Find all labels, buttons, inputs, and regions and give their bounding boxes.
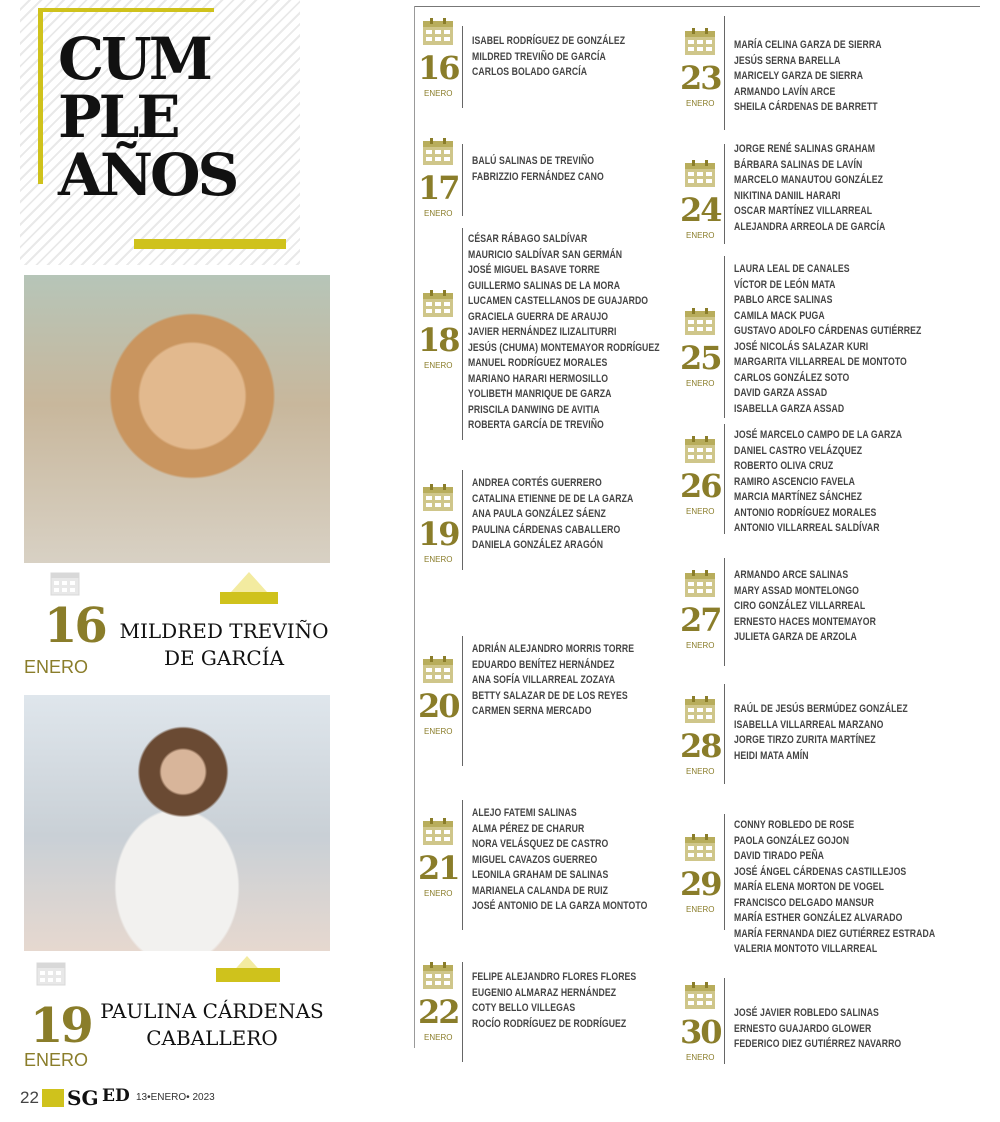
list-item: DANIEL CASTRO VELÁZQUEZ: [734, 444, 863, 457]
list-item: CÉSAR RÁBAGO SALDÍVAR: [468, 233, 588, 245]
name-list: [734, 1006, 901, 1053]
list-item: RAÚL DE JESÚS BERMÚDEZ GONZÁLEZ: [734, 703, 908, 715]
list-item: ALEJO FATEMI SALINAS: [472, 807, 577, 819]
day-number: 28: [680, 727, 721, 765]
list-item: PABLO ARCE SALINAS: [734, 294, 833, 306]
list-item: ANTONIO RODRÍGUEZ MORALES: [734, 506, 877, 519]
day-month: ENERO: [424, 555, 453, 564]
day-month: ENERO: [424, 89, 453, 98]
day-number: 29: [680, 865, 721, 903]
featured-accent-bar: [216, 968, 280, 982]
day-number: 17: [418, 169, 459, 207]
list-item: FEDERICO DIEZ GUTIÉRREZ NAVARRO: [734, 1038, 902, 1050]
title-line-2: PLE: [58, 83, 178, 151]
name-list: [734, 428, 902, 537]
list-item: CARLOS BOLADO GARCÍA: [472, 66, 588, 78]
list-item: MILDRED TREVIÑO DE GARCÍA: [472, 50, 606, 63]
day-month: ENERO: [686, 767, 715, 776]
featured-name-line-2: CABALLERO: [146, 1026, 278, 1050]
calendar-icon: [684, 834, 716, 862]
day-month: ENERO: [424, 889, 453, 898]
featured-name-line-2: DE GARCÍA: [163, 646, 285, 670]
list-item: GUSTAVO ADOLFO CÁRDENAS GUTIÉRREZ: [734, 325, 922, 337]
list-item: JOSÉ ANTONIO DE LA GARZA MONTOTO: [472, 900, 648, 912]
name-list: [734, 702, 908, 764]
calendar-icon: [684, 982, 716, 1010]
list-item: ROBERTO OLIVA CRUZ: [734, 460, 834, 472]
list-item: HEIDI MATA AMÍN: [734, 749, 809, 762]
list-item: MAURICIO SALDÍVAR SAN GERMÁN: [468, 248, 623, 261]
list-item: PAULINA CÁRDENAS CABALLERO: [472, 523, 621, 536]
logo-ed: ED: [102, 1086, 130, 1106]
list-item: PAOLA GONZÁLEZ GOJON: [734, 834, 850, 847]
list-item: FABRIZZIO FERNÁNDEZ CANO: [472, 170, 604, 183]
featured-name: [115, 618, 333, 672]
title-accent-left: [38, 8, 43, 184]
list-item: ISABELLA GARZA ASSAD: [734, 402, 845, 415]
name-list: [734, 568, 876, 646]
calendar-icon: [684, 308, 716, 336]
featured-day: 19: [30, 998, 91, 1054]
name-list: [472, 154, 604, 185]
list-item: CATALINA ETIENNE DE DE LA GARZA: [472, 492, 634, 505]
list-item: MARY ASSAD MONTELONGO: [734, 584, 859, 597]
page-number: 22: [20, 1088, 39, 1107]
list-item: VALERIA MONTOTO VILLARREAL: [734, 943, 878, 955]
name-list: [734, 142, 885, 235]
list-item: MIGUEL CAVAZOS GUERREO: [472, 853, 598, 866]
calendar-icon: [422, 18, 454, 46]
list-top-rule: [414, 6, 980, 7]
list-item: ISABELLA VILLARREAL MARZANO: [734, 718, 884, 731]
calendar-icon: [422, 818, 454, 846]
day-number: 24: [680, 191, 721, 229]
list-item: EDUARDO BENÍTEZ HERNÁNDEZ: [472, 658, 615, 671]
list-item: BALÚ SALINAS DE TREVIÑO: [472, 155, 595, 167]
calendar-icon: [684, 570, 716, 598]
list-item: NIKITINA DANIIL HARARI: [734, 189, 841, 202]
day-separator: [724, 256, 725, 418]
featured-photo-2: [24, 695, 330, 951]
day-separator: [462, 636, 463, 766]
day-separator: [462, 800, 463, 930]
day-number: 22: [418, 993, 459, 1031]
page-title: [58, 25, 237, 209]
list-item: ALEJANDRA ARREOLA DE GARCÍA: [734, 220, 886, 233]
calendar-icon: [422, 656, 454, 684]
calendar-icon: [684, 436, 716, 464]
list-item: JOSÉ JAVIER ROBLEDO SALINAS: [734, 1007, 879, 1019]
day-month: ENERO: [686, 1053, 715, 1062]
day-month: ENERO: [424, 727, 453, 736]
day-number: 16: [418, 49, 459, 87]
list-item: CAMILA MACK PUGA: [734, 309, 825, 322]
calendar-icon: [684, 28, 716, 56]
list-item: CONNY ROBLEDO DE ROSE: [734, 819, 855, 831]
list-item: ERNESTO HACES MONTEMAYOR: [734, 615, 876, 628]
featured-photo-1: [24, 275, 330, 563]
list-item: DANIELA GONZÁLEZ ARAGÓN: [472, 539, 604, 551]
list-item: MARCELO MANAUTOU GONZÁLEZ: [734, 174, 884, 186]
list-item: JESÚS (CHUMA) MONTEMAYOR RODRÍGUEZ: [468, 341, 660, 354]
day-separator: [724, 814, 725, 930]
list-item: JOSÉ MARCELO CAMPO DE LA GARZA: [734, 429, 903, 441]
name-list: [734, 38, 882, 116]
featured-name: [98, 998, 326, 1052]
list-item: JOSÉ ÁNGEL CÁRDENAS CASTILLEJOS: [734, 865, 907, 878]
day-month: ENERO: [686, 231, 715, 240]
calendar-icon: [422, 290, 454, 318]
list-item: JOSÉ NICOLÁS SALAZAR KURI: [734, 340, 869, 353]
featured-accent-bar: [220, 592, 278, 604]
day-separator: [462, 962, 463, 1062]
featured-triangle: [231, 572, 267, 592]
featured-name-line-1: MILDRED TREVIÑO: [119, 619, 329, 643]
name-list: [734, 262, 921, 417]
list-item: ADRIÁN ALEJANDRO MORRIS TORRE: [472, 643, 635, 655]
day-separator: [724, 558, 725, 666]
calendar-icon: [422, 138, 454, 166]
list-item: COTY BELLO VILLEGAS: [472, 1002, 576, 1014]
list-item: NORA VELÁSQUEZ DE CASTRO: [472, 838, 609, 850]
list-item: MARCIA MARTÍNEZ SÁNCHEZ: [734, 491, 863, 503]
list-item: GUILLERMO SALINAS DE LA MORA: [468, 279, 621, 292]
name-list: [472, 970, 636, 1032]
list-item: MANUEL RODRÍGUEZ MORALES: [468, 357, 608, 369]
title-line-3: AÑOS: [58, 141, 237, 209]
list-item: ANTONIO VILLARREAL SALDÍVAR: [734, 522, 880, 534]
day-number: 26: [680, 467, 721, 505]
day-number: 21: [418, 849, 459, 887]
list-item: JORGE RENÉ SALINAS GRAHAM: [734, 143, 876, 155]
list-item: LEONILA GRAHAM DE SALINAS: [472, 869, 609, 881]
featured-month: ENERO: [24, 1050, 89, 1070]
list-item: ALMA PÉREZ DE CHARUR: [472, 822, 585, 835]
day-number: 27: [680, 601, 721, 639]
featured-month: ENERO: [24, 657, 89, 677]
calendar-icon: [36, 960, 66, 986]
day-month: ENERO: [686, 507, 715, 516]
name-list: [472, 642, 634, 720]
list-item: EUGENIO ALMARAZ HERNÁNDEZ: [472, 986, 617, 999]
calendar-icon: [684, 696, 716, 724]
day-month: ENERO: [686, 99, 715, 108]
list-item: JESÚS SERNA BARELLA: [734, 54, 841, 67]
list-item: JULIETA GARZA DE ARZOLA: [734, 631, 857, 643]
list-item: MARÍA ELENA MORTON DE VOGEL: [734, 881, 885, 893]
list-item: MARÍA CELINA GARZA DE SIERRA: [734, 39, 882, 51]
list-item: ARMANDO LAVÍN ARCE: [734, 85, 836, 98]
day-separator: [724, 424, 725, 534]
calendar-icon: [684, 160, 716, 188]
name-list: [734, 818, 935, 958]
day-month: ENERO: [686, 641, 715, 650]
list-item: JAVIER HERNÁNDEZ ILIZALITURRI: [468, 326, 617, 338]
footer-accent: [42, 1089, 64, 1107]
list-item: ARMANDO ARCE SALINAS: [734, 569, 849, 581]
name-list: [472, 34, 625, 81]
day-month: ENERO: [686, 379, 715, 388]
list-item: VÍCTOR DE LEÓN MATA: [734, 278, 836, 291]
list-item: OSCAR MARTÍNEZ VILLARREAL: [734, 205, 873, 217]
calendar-icon: [422, 484, 454, 512]
footer-date: 13•ENERO• 2023: [136, 1092, 215, 1103]
list-item: CARLOS GONZÁLEZ SOTO: [734, 371, 850, 384]
featured-day: 16: [44, 598, 105, 654]
list-item: DAVID TIRADO PEÑA: [734, 850, 825, 862]
list-item: FELIPE ALEJANDRO FLORES FLORES: [472, 971, 637, 983]
day-number: 23: [680, 59, 721, 97]
day-month: ENERO: [686, 905, 715, 914]
list-item: PRISCILA DANWING DE AVITIA: [468, 403, 600, 416]
day-number: 30: [680, 1013, 721, 1051]
day-month: ENERO: [424, 1033, 453, 1042]
title-line-1: CUM: [58, 25, 210, 93]
list-item: RAMIRO ASCENCIO FAVELA: [734, 475, 856, 488]
day-separator: [724, 684, 725, 784]
list-item: MARGARITA VILLARREAL DE MONTOTO: [734, 356, 907, 368]
list-item: CARMEN SERNA MERCADO: [472, 705, 592, 717]
logo-sg: SG: [67, 1086, 99, 1110]
list-item: ANDREA CORTÉS GUERRERO: [472, 477, 602, 489]
list-item: GRACIELA GUERRA DE ARAUJO: [468, 310, 609, 323]
name-list: [472, 806, 647, 915]
list-item: DAVID GARZA ASSAD: [734, 387, 828, 399]
day-separator: [724, 144, 725, 244]
featured-name-line-1: PAULINA CÁRDENAS: [100, 999, 324, 1023]
day-separator: [724, 978, 725, 1064]
day-separator: [724, 16, 725, 130]
title-accent-bar: [134, 239, 286, 249]
list-item: JOSÉ MIGUEL BASAVE TORRE: [468, 264, 600, 276]
day-separator: [462, 144, 463, 216]
list-item: BETTY SALAZAR DE DE LOS REYES: [472, 689, 628, 702]
day-month: ENERO: [424, 209, 453, 218]
list-item: FRANCISCO DELGADO MANSUR: [734, 896, 875, 909]
day-number: 19: [418, 515, 459, 553]
list-item: MARÍA ESTHER GONZÁLEZ ALVARADO: [734, 912, 903, 924]
list-item: LUCAMEN CASTELLANOS DE GUAJARDO: [468, 295, 649, 307]
list-item: YOLIBETH MANRIQUE DE GARZA: [468, 388, 612, 400]
list-item: MARÍA FERNANDA DIEZ GUTIÉRREZ ESTRADA: [734, 927, 936, 940]
calendar-icon: [422, 962, 454, 990]
day-separator: [462, 26, 463, 108]
list-item: ANA PAULA GONZÁLEZ SÁENZ: [472, 508, 606, 520]
list-left-rule: [414, 6, 415, 1048]
list-item: MARIANELA CALANDA DE RUIZ: [472, 884, 609, 897]
list-item: MARICELY GARZA DE SIERRA: [734, 70, 864, 82]
calendar-icon: [50, 570, 80, 596]
name-list: [468, 232, 660, 434]
day-separator: [462, 470, 463, 570]
list-item: LAURA LEAL DE CANALES: [734, 263, 850, 275]
list-item: ISABEL RODRÍGUEZ DE GONZÁLEZ: [472, 35, 626, 47]
list-item: ERNESTO GUAJARDO GLOWER: [734, 1022, 872, 1035]
list-item: MARIANO HARARI HERMOSILLO: [468, 372, 609, 385]
day-number: 18: [418, 321, 459, 359]
list-item: CIRO GONZÁLEZ VILLARREAL: [734, 600, 866, 612]
list-item: ANA SOFÍA VILLARREAL ZOZAYA: [472, 674, 616, 686]
day-number: 20: [418, 687, 459, 725]
list-item: SHEILA CÁRDENAS DE BARRETT: [734, 101, 878, 113]
day-month: ENERO: [424, 361, 453, 370]
day-number: 25: [680, 339, 721, 377]
list-item: ROCÍO RODRÍGUEZ DE RODRÍGUEZ: [472, 1017, 627, 1030]
title-accent-top: [38, 8, 214, 12]
day-separator: [462, 228, 463, 440]
list-item: JORGE TIRZO ZURITA MARTÍNEZ: [734, 734, 876, 746]
list-item: ROBERTA GARCÍA DE TREVIÑO: [468, 419, 604, 431]
name-list: [472, 476, 633, 554]
list-item: BÁRBARA SALINAS DE LAVÍN: [734, 158, 863, 171]
